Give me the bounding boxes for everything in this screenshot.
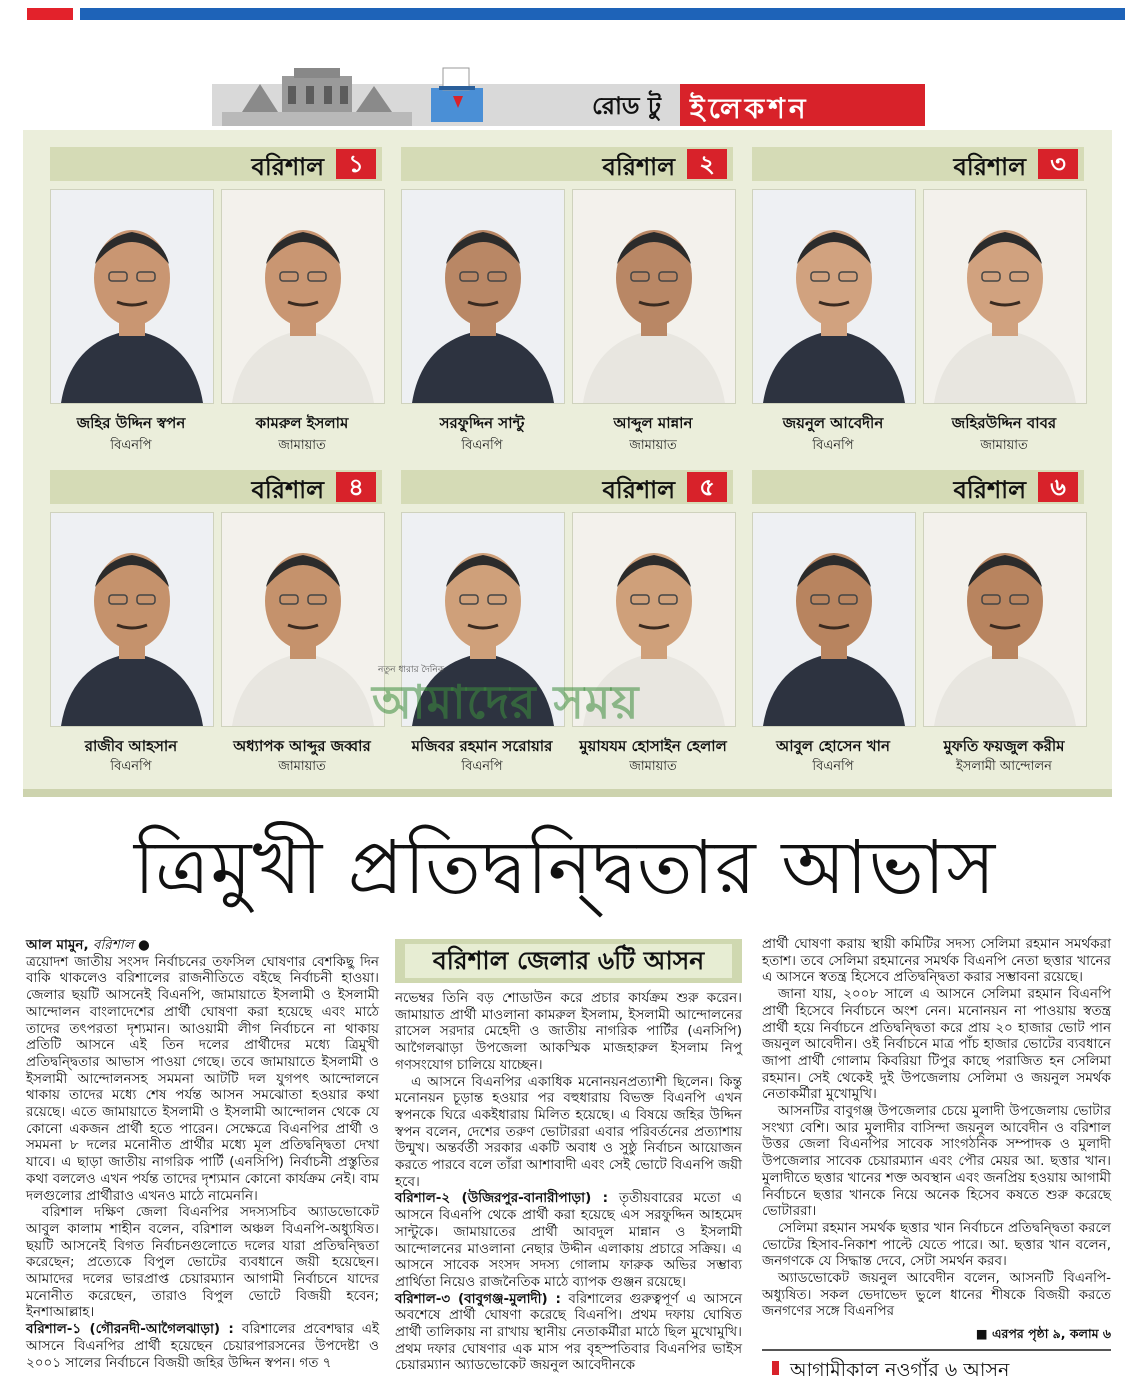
teaser-marker (772, 1361, 779, 1375)
candidate-photo (752, 512, 916, 727)
seat-label: বরিশাল (953, 153, 1026, 181)
article-column-1 (26, 937, 379, 1371)
article-column-3 (762, 936, 1111, 1320)
subhead-barishal-2: বরিশাল-২ (উজিরপুর-বানারীপাড়া) : (395, 1190, 609, 1207)
seat-number: ৫ (687, 472, 727, 502)
byline-name: আল মামুন, (26, 937, 89, 953)
candidate-party: বিএনপি (812, 759, 854, 774)
candidate-name: মজিবর রহমান সরোয়ার (411, 737, 553, 755)
candidate-party: জামায়াত (278, 438, 326, 453)
candidates-panel-rule (23, 789, 1112, 797)
article-paragraph: আসনটির বাবুগঞ্জ উপজেলার চেয়ে মুলাদী উপজেলায় ভোটার সংখ্যা বেশি। আর মুলাদীর বাসিন্দা জয়নুল আবেদীন ও বরিশাল উত্তর জেলা বিএনপির সাবেক সাংগঠনিক সম্পাদক ও মুলাদী উপজেলার সাবেক চেয়ারম্যান এবং পৌর মেয়র আ. ছত্তার খান। মুলাদীতে ছত্তার খানের শক্ত অবস্থান এবং জনপ্রিয় হওয়ায় আগামী নির্বাচনে ছত্তার খানকে নিয়ে অনেক হিসেব কষতে শুরু করেছে ভোটাররা। (762, 1103, 1111, 1220)
candidate-photo (572, 189, 736, 404)
article-paragraph: জানা যায়, ২০০৮ সালে এ আসনে সেলিমা রহমান বিএনপি প্রার্থী হিসেবে নির্বাচনে অংশ নেন। মনোনয়ন না পাওয়ায় স্বতন্ত্র প্রার্থী হয়ে নির্বাচনে প্রতিদ্বন্দ্বিতা করে প্রায় ২০ হাজার ভোট পান জয়নুল আবেদীন। ওই নির্বাচনে মাত্র পাঁচ হাজার ভোটের ব্যবধানে জাপা প্রার্থী গোলাম কিবরিয়া টিপুর কাছে পরাজিত হন সেলিমা রহমান। সেই থেকেই দুই উপজেলায় সেলিমা ও জয়নুল সমর্থক নেতাকর্মীরা মুখোমুখি। (762, 986, 1111, 1103)
candidate-name: জয়নুল আবেদীন (782, 414, 884, 432)
seat-label: বরিশাল (953, 476, 1026, 504)
watermark-tagline: নতুন ধারার দৈনিক (378, 665, 444, 675)
candidate-photo (221, 189, 385, 404)
article-paragraph: বরিশালের গুরুত্বপূর্ণ এ আসনে অবশেষে প্রার্থী ঘোষণা করেছে বিএনপি। প্রথম দফায় ঘোষিত প্রার্থী তালিকায় না রাখায় স্থানীয় নেতাকর্মীরা মাঠে ছিল মুখোমুখি। প্রথম দফার ঘোষণার এক মাস পর বৃহস্পতিবার বিএনপির ভাইস চেয়ারম্যান অ্যাডভোকেট জয়নুল আবেদীনকে (395, 1290, 743, 1374)
candidate-name: আব্দুল মান্নান (613, 414, 693, 432)
subhead-barishal-1: বরিশাল-১ (গৌরনদী-আগৈলঝাড়া) : (26, 1321, 234, 1338)
parliament-building-illustration (222, 64, 412, 126)
candidate-photo (401, 189, 565, 404)
inset-heading: বরিশাল জেলার ৬টি আসন (405, 944, 732, 978)
candidate-photo (50, 189, 214, 404)
continued-jump-link[interactable]: ■ এরপর পৃষ্ঠা ৯, কলাম ৬ (975, 1326, 1111, 1341)
article-paragraph: প্রার্থী ঘোষণা করায় স্থায়ী কমিটির সদস্য সেলিমা রহমান সমর্থকরা হতাশ। তবে সেলিমা রহমানের সমর্থক বিএনপি নেতা ছত্তার খানের এ আসনে স্বতন্ত্র হিসেবে প্রতিদ্বন্দ্বিতা করার সম্ভাবনা রয়েছে। (762, 936, 1111, 986)
seat-label: বরিশাল (602, 153, 675, 181)
candidate-party: জামায়াত (629, 438, 677, 453)
seat-label: বরিশাল (602, 476, 675, 504)
inset-heading-box (395, 939, 742, 983)
candidate-photo (752, 189, 916, 404)
seat-header (752, 470, 1084, 504)
candidate-name: রাজীব আহসান (84, 737, 178, 755)
seat-number: ২ (687, 149, 727, 179)
article-paragraph: তৃতীয়বারের মতো এ আসনে বিএনপি থেকে প্রার্থী করা হয়েছে এস সরফুদ্দিন আহমেদ সান্টুকে। জামায়াতের প্রার্থী আবদুল মান্নান ও ইসলামী আন্দোলনের মাওলানা নেছার উদ্দীন এলাকায় প্রচারে সক্রিয়। এ আসনে সাবেক সংসদ সদস্য গোলাম ফারুক অভির সম্ভাব্য প্রার্থিতা নিয়েও রাজনৈতিক মাঠে ব্যাপক গুঞ্জন রয়েছে। (395, 1190, 742, 1290)
teaser-rule (762, 1349, 1111, 1351)
seat-label: বরিশাল (251, 153, 324, 181)
candidate-name: আবুল হোসেন খান (776, 737, 890, 755)
top-blue-rule (80, 8, 1125, 20)
candidate-name: মুয়াযযম হোসাইন হেলাল (579, 737, 727, 755)
article-paragraph: বরিশাল দক্ষিণ জেলা বিএনপির সদস্যসচিব অ্যাডভোকেট আবুল কালাম শাহীন বলেন, বরিশাল অঞ্চল বিএনপি-অধ্যুষিত। ছয়টি আসনেই বিগত নির্বাচনগুলোতে দলের যারা প্রতিদ্বন্দ্বিতা করেছেন; প্রত্যেকে বিপুল ভোটের ব্যবধানে জয়ী হয়েছেন। আমাদের দলের ভারপ্রাপ্ত চেয়ারম্যান আগামী নির্বাচনে যাদের মনোনীত করেছেন, তারাও বিপুল ভোটে বিজয়ী হবেন; ইনশাআল্লাহ। (26, 1204, 379, 1321)
byline-bullet-icon: ● (137, 937, 150, 953)
headline: ত্রিমুখী প্রতিদ্বন্দ্বিতার আভাস (133, 825, 997, 911)
seat-label: বরিশাল (251, 476, 324, 504)
candidate-photo (221, 512, 385, 727)
article-paragraph: ত্রয়োদশ জাতীয় সংসদ নির্বাচনের তফসিল ঘোষণার বেশকিছু দিন বাকি থাকলেও বরিশালের রাজনীতিতে বইছে নির্বাচনী হাওয়া। জেলার ছয়টি আসনেই বিএনপি, জামায়াতে ইসলামী ও ইসলামী আন্দোলন বাংলাদেশের প্রার্থী ঘোষণা করা হয়েছে এবং মাঠে তাদের তৎপরতা দৃশ্যমান। আওয়ামী লীগ নির্বাচনে না থাকায় প্রতিটি আসনে এই তিন দলের প্রার্থীদের মধ্যে ত্রিমুখী প্রতিদ্বন্দ্বিতার আভাস পাওয়া গেছে। তবে জামায়াতে ইসলামী ও ইসলামী আন্দোলনসহ সমমনা আটটি দল যুগপৎ আন্দোলনে থাকায় তাদের মধ্যে শেষ পর্যন্ত আসন সমঝোতা হওয়ার কথা রয়েছে। এতে জামায়াতে ইসলামী ও ইসলামী আন্দোলন থেকে যে কোনো একজন প্রার্থী হতে পারেন। সেক্ষেত্রে বিএনপির প্রার্থী ও সমমনা ৮ দলের মনোনীত প্রার্থীর মধ্যে মূল প্রতিদ্বন্দ্বিতা দেখা যাবে। এ ছাড়া জাতীয় নাগরিক পার্টি (এনসিপি) নির্বাচনী প্রস্তুতির কথা বললেও এখন পর্যন্ত তাদের দৃশ্যমান কোনো কার্যক্রম নেই। বাম দলগুলোর প্রার্থীরাও এখনও মাঠে নামেননি। (26, 953, 379, 1204)
next-teaser: আগামীকাল নওগাঁর ৬ আসন (790, 1359, 1010, 1381)
article-paragraph: বরিশালের প্রবেশদ্বার এই আসনে বিএনপির প্রার্থী হয়েছেন চেয়ারপারসনের উপদেষ্টা ও ২০০১ সালের নির্বাচনে বিজয়ী জহির উদ্দিন স্বপন। গত ৭ (26, 1321, 379, 1371)
candidate-photo (923, 512, 1087, 727)
candidate-party: জামায়াত (980, 438, 1028, 453)
seat-header (50, 147, 382, 181)
article-paragraph: সেলিমা রহমান সমর্থক ছত্তার খান নির্বাচনে প্রতিদ্বন্দ্বিতা করলে ভোটের হিসাব-নিকাশ পাল্টে যেতে পারে। আ. ছত্তার খান বলেন, জনগণকে যে সিদ্ধান্ত দেবে, সেটা সমর্থন করব। (762, 1219, 1111, 1270)
article-column-2 (395, 990, 742, 1374)
seat-header (752, 147, 1084, 181)
candidate-photo (923, 189, 1087, 404)
subhead-barishal-3: বরিশাল-৩ (বাবুগঞ্জ-মুলাদী) : (395, 1290, 561, 1307)
candidate-party: বিএনপি (461, 759, 503, 774)
section-banner (212, 64, 925, 130)
byline-place: বরিশাল (92, 937, 134, 953)
candidate-name: কামরুল ইসলাম (255, 414, 349, 432)
candidate-party: জামায়াত (629, 759, 677, 774)
article-paragraph: নভেম্বর তিনি বড় শোডাউন করে প্রচার কার্যক্রম শুরু করেন। জামায়াত প্রার্থী মাওলানা কামরুল ইসলাম, ইসলামী আন্দোলনের রাসেল সরদার মেহেদী ও জাতীয় নাগরিক পার্টির (এনসিপি) আগৈলঝাড়া উপজেলা আকস্মিক মাজহারুল ইসলাম নিপু গণসংযোগ চালিয়ে যাচ্ছেন। (395, 990, 742, 1073)
seat-number: ১ (336, 149, 376, 179)
candidate-party: বিএনপি (110, 438, 152, 453)
candidate-name: মুফতি ফয়জুল করীম (943, 737, 1065, 755)
candidate-name: অধ্যাপক আব্দুর জব্বার (233, 737, 371, 755)
ballot-box-icon (417, 66, 497, 126)
top-red-rule (27, 8, 73, 20)
seat-number: ৪ (336, 472, 376, 502)
candidate-party: বিএনপি (110, 759, 152, 774)
seat-number: ৬ (1038, 472, 1078, 502)
article-paragraph: অ্যাডভোকেট জয়নুল আবেদীন বলেন, আসনটি বিএনপি-অধ্যুষিত। সকল ভেদাভেদ ভুলে ধানের শীষকে বিজয়ী করতে জনগণের সঙ্গে বিএনপির (762, 1270, 1111, 1320)
candidate-name: জহিরউদ্দিন বাবর (951, 414, 1057, 432)
seat-header (401, 147, 733, 181)
election-label: ইলেকশন (690, 92, 810, 125)
candidate-party: বিএনপি (461, 438, 503, 453)
election-label-box (680, 84, 925, 126)
candidate-name: জহির উদ্দিন স্বপন (76, 414, 186, 432)
candidate-party: বিএনপি (812, 438, 854, 453)
article-paragraph: এ আসনে বিএনপির একাধিক মনোনয়নপ্রত্যাশী ছিলেন। কিন্তু মনোনয়ন চূড়ান্ত হওয়ার পর বহুধারায় বিভক্ত বিএনপি এখন স্বপনকে ঘিরে একইধারায় মিলিত হয়েছে। এ বিষয়ে জহির উদ্দিন স্বপন বলেন, দেশের তরুণ ভোটাররা এবার পরিবর্তনের প্রত্যাশায় উন্মুখ। অন্তর্বর্তী সরকার একটি অবাধ ও সুষ্ঠু নির্বাচন আয়োজন করতে পারবে বলে তাঁরা আশাবাদী এবং সেই ভোটে বিএনপি জয়ী হবে। (395, 1073, 742, 1190)
candidate-photo (50, 512, 214, 727)
candidate-name: সরফুদ্দিন সান্টু (439, 414, 525, 432)
candidate-party: জামায়াত (278, 759, 326, 774)
candidate-party: ইসলামী আন্দোলন (956, 759, 1052, 774)
seat-number: ৩ (1038, 149, 1078, 179)
seat-header (50, 470, 382, 504)
road-label: রোড টু (592, 92, 661, 120)
watermark-logo: আমাদের সময় (372, 675, 640, 729)
seat-header (401, 470, 733, 504)
